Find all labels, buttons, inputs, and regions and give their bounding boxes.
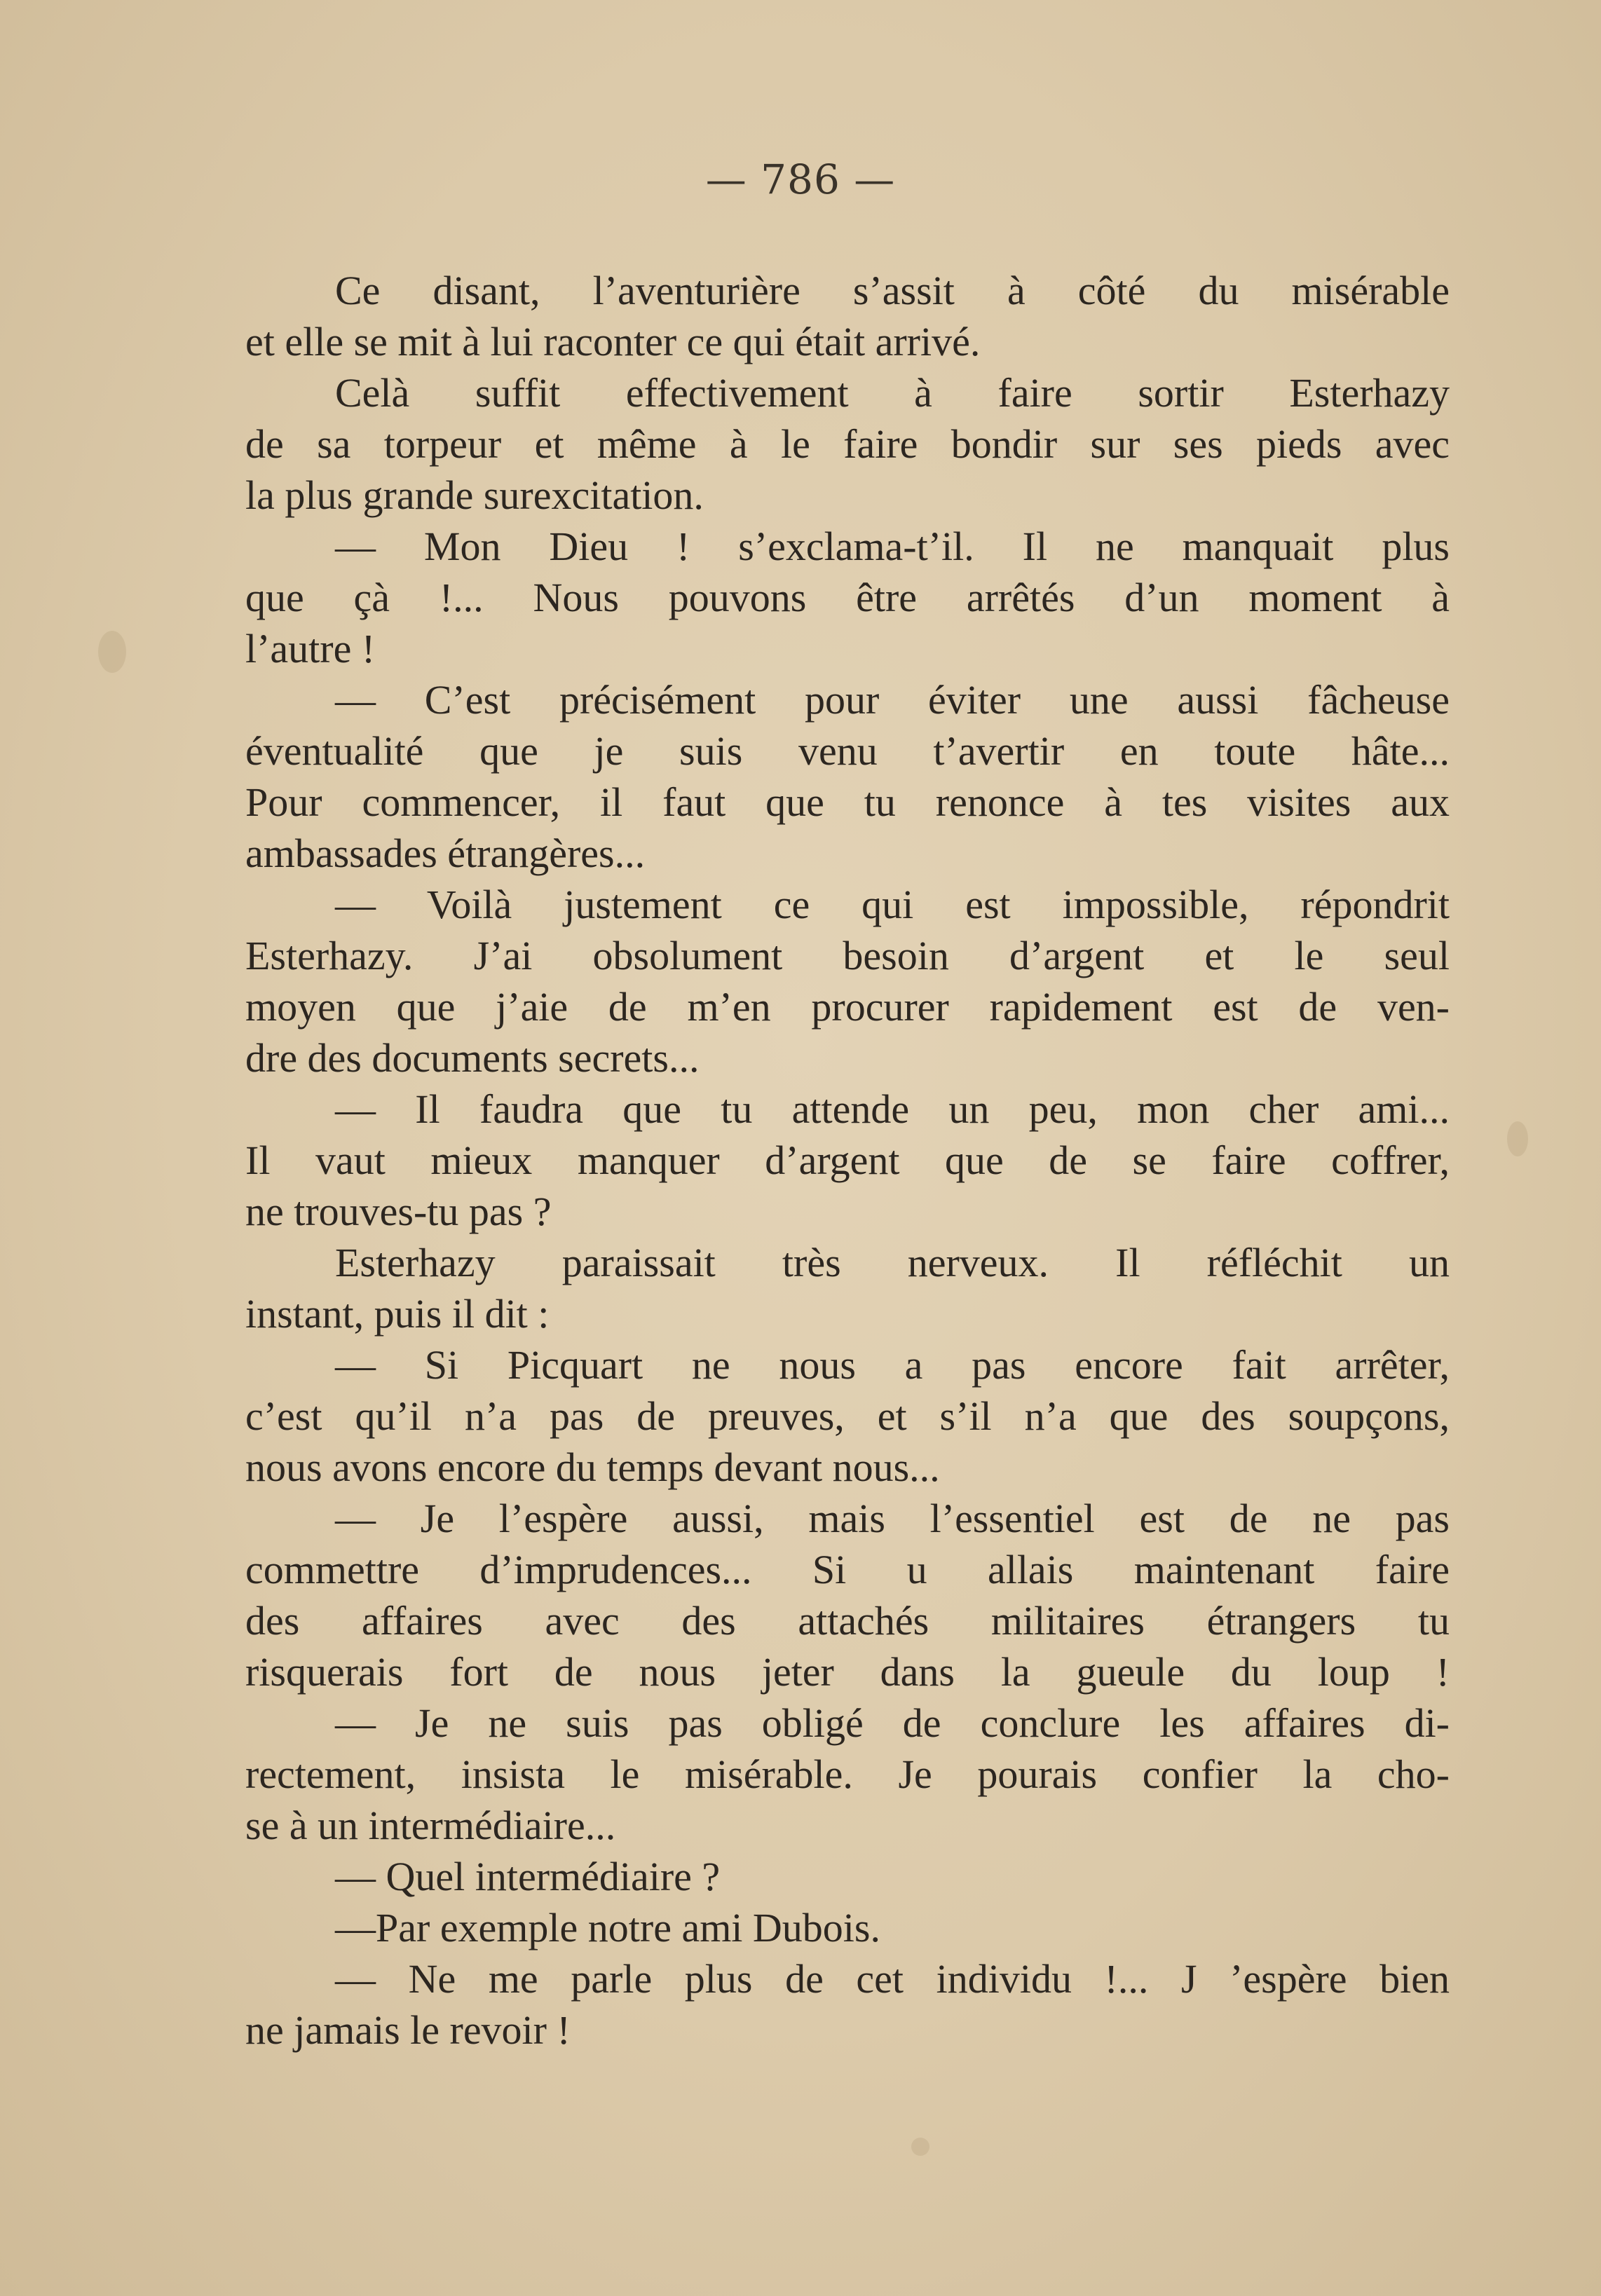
text-line: Pour commencer, il faut que tu renonce à tes visites aux xyxy=(245,779,1450,825)
text-line: dre des documents secrets... xyxy=(245,1035,700,1081)
text-line: — Quel intermédiaire ? xyxy=(335,1854,721,1899)
text-line: — Mon Dieu ! s’exclama-t’il. Il ne manquait plus xyxy=(335,524,1450,569)
body-text xyxy=(245,265,1450,2056)
text-line: — Je l’espère aussi, mais l’essentiel est de ne pas xyxy=(335,1496,1450,1541)
text-line: ambassades étrangères... xyxy=(245,831,646,876)
text-line: des affaires avec des attachés militaires étrangers tu xyxy=(245,1598,1450,1644)
text-line: — Je ne suis pas obligé de conclure les affaires di- xyxy=(335,1700,1450,1746)
text-line: —Par exemple notre ami Dubois. xyxy=(335,1905,880,1950)
text-line: — Si Picquart ne nous a pas encore fait arrêter, xyxy=(335,1342,1450,1388)
text-line: risquerais fort de nous jeter dans la gueule du loup ! xyxy=(245,1649,1450,1695)
text-line: commettre d’imprudences... Si u allais maintenant faire xyxy=(245,1547,1450,1592)
text-line: nous avons encore du temps devant nous... xyxy=(245,1444,940,1490)
text-line: — Voilà justement ce qui est impossible, répondrit xyxy=(335,882,1450,927)
text-line: Il vaut mieux manquer d’argent que de se faire coffrer, xyxy=(245,1137,1450,1183)
text-line: rectement, insista le misérable. Je pourais confier la cho- xyxy=(245,1751,1450,1797)
text-line: moyen que j’aie de m’en procurer rapidement est de ven- xyxy=(245,984,1450,1030)
text-line: éventualité que je suis venu t’avertir en toute hâte... xyxy=(245,728,1450,774)
text-line: que çà !... Nous pouvons être arrêtés d’un moment à xyxy=(245,575,1450,620)
paper-stain xyxy=(1507,1121,1528,1156)
text-line: — C’est précisément pour éviter une aussi fâcheuse xyxy=(335,677,1450,723)
text-line: Celà suffit effectivement à faire sortir Esterhazy xyxy=(335,370,1450,416)
text-line: de sa torpeur et même à le faire bondir sur ses pieds avec xyxy=(245,421,1450,467)
page-number: — 786 — xyxy=(705,156,896,203)
text-line: se à un intermédiaire... xyxy=(245,1803,616,1848)
text-line: Esterhazy paraissait très nerveux. Il réfléchit un xyxy=(335,1240,1450,1285)
text-line: ne jamais le revoir ! xyxy=(245,2007,571,2053)
text-line: et elle se mit à lui raconter ce qui était arrivé. xyxy=(245,319,981,364)
text-line: c’est qu’il n’a pas de preuves, et s’il n’a que des soupçons, xyxy=(245,1393,1450,1439)
paper-stain xyxy=(911,2138,929,2156)
text-line: ne trouves-tu pas ? xyxy=(245,1189,552,1234)
text-line: — Il faudra que tu attende un peu, mon cher ami... xyxy=(335,1086,1450,1132)
text-line: l’autre ! xyxy=(245,626,376,671)
text-line: Esterhazy. J’ai obsolument besoin d’argent et le seul xyxy=(245,933,1450,978)
text-line: la plus grande surexcitation. xyxy=(245,472,704,518)
text-line: Ce disant, l’aventurière s’assit à côté du misérable xyxy=(335,268,1450,313)
paper-stain xyxy=(98,631,126,673)
text-line: instant, puis il dit : xyxy=(245,1291,550,1337)
text-line: — Ne me parle plus de cet individu !... J ’espère bien xyxy=(335,1956,1450,2002)
